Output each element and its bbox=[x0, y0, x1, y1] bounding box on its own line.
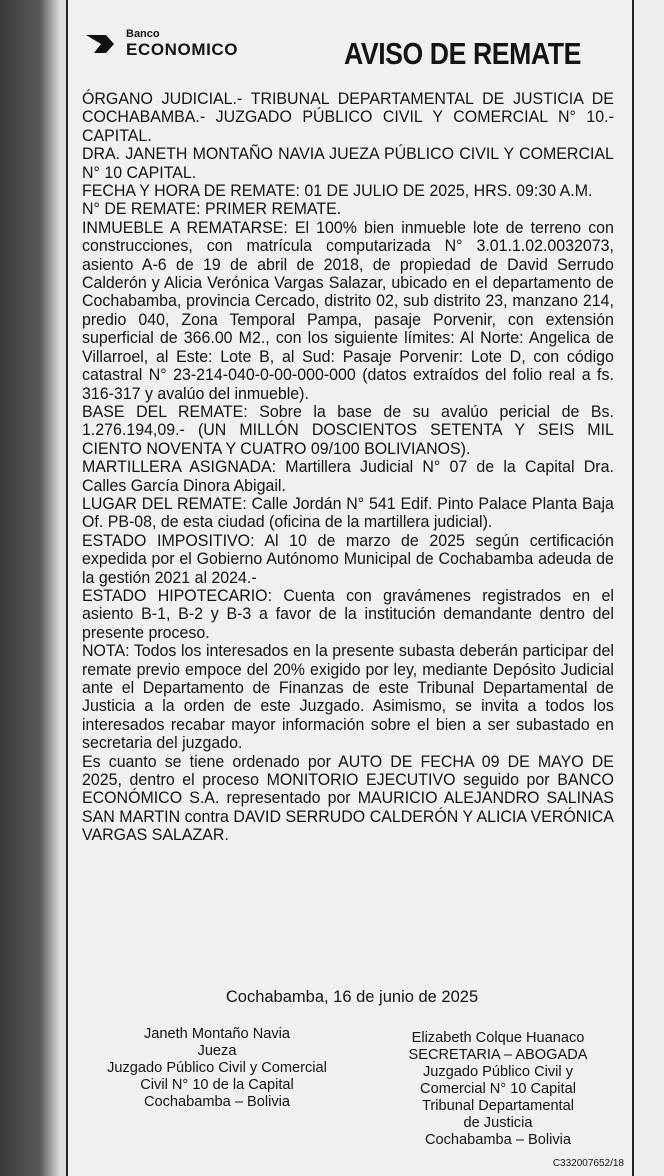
location-paragraph bbox=[82, 495, 614, 532]
auction-notice bbox=[66, 0, 634, 1176]
auctioneer-text: Martillera Judicial N° 07 de la Capital Dra. Calles García Dinora Abigail. bbox=[82, 458, 614, 495]
auction-datetime: FECHA Y HORA DE REMATE: 01 DE JULIO DE 2025, HRS. 09:30 A.M. bbox=[82, 182, 593, 201]
secretary-role: SECRETARIA – ABOGADA bbox=[408, 1047, 588, 1063]
base-text: Sobre la base de su avalúo pericial de Bs. 1.276.194,09.- (UN MILLÓN DOSCIENTOS SETENTA Y SEIS MIL CIENTO NOVENTA Y CUATRO 09/100 BOLIVIANOS). bbox=[82, 402, 614, 458]
note-label: NOTA: bbox=[82, 642, 130, 661]
tax-label: ESTADO IMPOSITIVO: bbox=[82, 531, 255, 550]
judge-court-2: Civil N° 10 de la Capital bbox=[140, 1077, 294, 1093]
note-paragraph bbox=[82, 642, 614, 752]
judge-name: Janeth Montaño Navia bbox=[143, 1026, 291, 1042]
order-paragraph: Es cuanto se tiene ordenado por AUTO DE FECHA 09 DE MAYO DE 2025, dentro el proceso MONITORIO EJECUTIVO seguido por BANCO ECONÓMICO S.A. representado por MAURICIO ALEJANDRO SALINAS SAN MARTIN contra DAVID SERRUDO CALDERÓN Y ALICIA VERÓNICA VARGAS SALAZAR. bbox=[82, 752, 614, 845]
auctioneer-label: MARTILLERA ASIGNADA: bbox=[82, 458, 277, 477]
tax-paragraph bbox=[82, 532, 614, 587]
mortgage-label: ESTADO HIPOTECARIO: bbox=[82, 586, 272, 605]
secretary-court: Juzgado Público Civil y bbox=[422, 1064, 574, 1080]
secretary-name: Elizabeth Colque Huanaco bbox=[411, 1030, 585, 1046]
secretary-court-2: Comercial N° 10 Capital bbox=[420, 1081, 576, 1097]
notice-header bbox=[68, 0, 632, 88]
location-text: Calle Jordán N° 541 Edif. Pinto Palace Planta Baja Of. PB-08, de esta ciudad (oficina de la martillera judicial). bbox=[82, 494, 614, 532]
secretary-tribunal-2: de Justicia bbox=[463, 1115, 533, 1131]
judge-line: DRA. JANETH MONTAÑO NAVIA JUEZA PÚBLICO CIVIL Y COMERCIAL N° 10 CAPITAL. bbox=[82, 145, 614, 182]
notice-title: AVISO DE REMATE bbox=[344, 36, 581, 71]
base-paragraph bbox=[82, 403, 614, 458]
base-label: BASE DEL REMATE: bbox=[82, 402, 248, 421]
logo-small-text: Banco bbox=[126, 28, 160, 40]
secretary-city: Cochabamba – Bolivia bbox=[424, 1132, 572, 1148]
note-text: Todos los interesados en la presente subasta deberán participar del remate previo empoce del 20% exigido por ley, mediante Depósito Judicial ante el Departamento de Finanzas de este Tribunal Departamental de Justicia a la orden de este Juzgado. Asimismo, se invita a todos los interesados recabar mayor información sobre el bien a ser subastado en secretaria del juzgado. bbox=[82, 642, 614, 753]
auctioneer-paragraph bbox=[82, 458, 614, 495]
auction-number: N° DE REMATE: PRIMER REMATE. bbox=[82, 200, 342, 219]
property-text: El 100% bien inmueble lote de terreno con construcciones, con matrícula computarizada N° 3.01.1.02.0032073, asiento A-6 de 19 de abril de 2018, de propiedad de David Serrudo Calderón y Alicia Verónica Vargas Salazar, ubicado en el departamento de Cochabamba, provincia Cercado, distrito 02, sub distrito 23, manzano 214, predio 040, Zona Temporal Pampa, pasaje Porvenir, con extensión superficial de 366.00 M2., con los siguiente límites: Al Norte: Angelica de Villarroel, al Este: Lote B, al Sud: Pasaje Porvenir: Lote D, con código catastral N° 23-214-040-0-00-000-000 (datos extraídos del folio real a fs. 316-317 y avalúo del inmueble). bbox=[82, 218, 614, 403]
property-label: INMUEBLE A REMATARSE: bbox=[82, 218, 288, 237]
logo-big-text: ECONOMICO bbox=[126, 40, 239, 59]
publication-code: C332007652/18 bbox=[552, 1158, 624, 1169]
judge-signature-block bbox=[82, 1026, 352, 1111]
location-label: LUGAR DEL REMATE: bbox=[82, 494, 247, 513]
secretary-signature-block bbox=[368, 1030, 628, 1149]
secretary-tribunal: Tribunal Departamental bbox=[422, 1098, 574, 1114]
judge-court: Juzgado Público Civil y Comercial bbox=[107, 1060, 327, 1076]
banco-economico-logo bbox=[86, 26, 276, 62]
tax-text: Al 10 de marzo de 2025 según certificación expedida por el Gobierno Autónomo Municipal de Cochabamba adeuda de la gestión 2021 al 2024.- bbox=[82, 531, 614, 587]
property-paragraph bbox=[82, 219, 614, 403]
judge-role: Jueza bbox=[197, 1043, 237, 1059]
court-line: ÓRGANO JUDICIAL.- TRIBUNAL DEPARTAMENTAL DE JUSTICIA DE COCHABAMBA.- JUZGADO PÚBLICO CIVIL Y COMERCIAL N° 10.- CAPITAL. bbox=[82, 90, 614, 145]
place-date: Cochabamba, 16 de junio de 2025 bbox=[225, 988, 479, 1006]
judge-city: Cochabamba – Bolivia bbox=[143, 1094, 291, 1110]
mortgage-paragraph bbox=[82, 587, 614, 642]
notice-body bbox=[82, 90, 614, 845]
mortgage-text: Cuenta con gravámenes registrados en el asiento B-1, B-2 y B-3 a favor de la institución demandante dentro del presente proceso. bbox=[82, 586, 614, 642]
bank-logo-icon bbox=[86, 33, 122, 55]
